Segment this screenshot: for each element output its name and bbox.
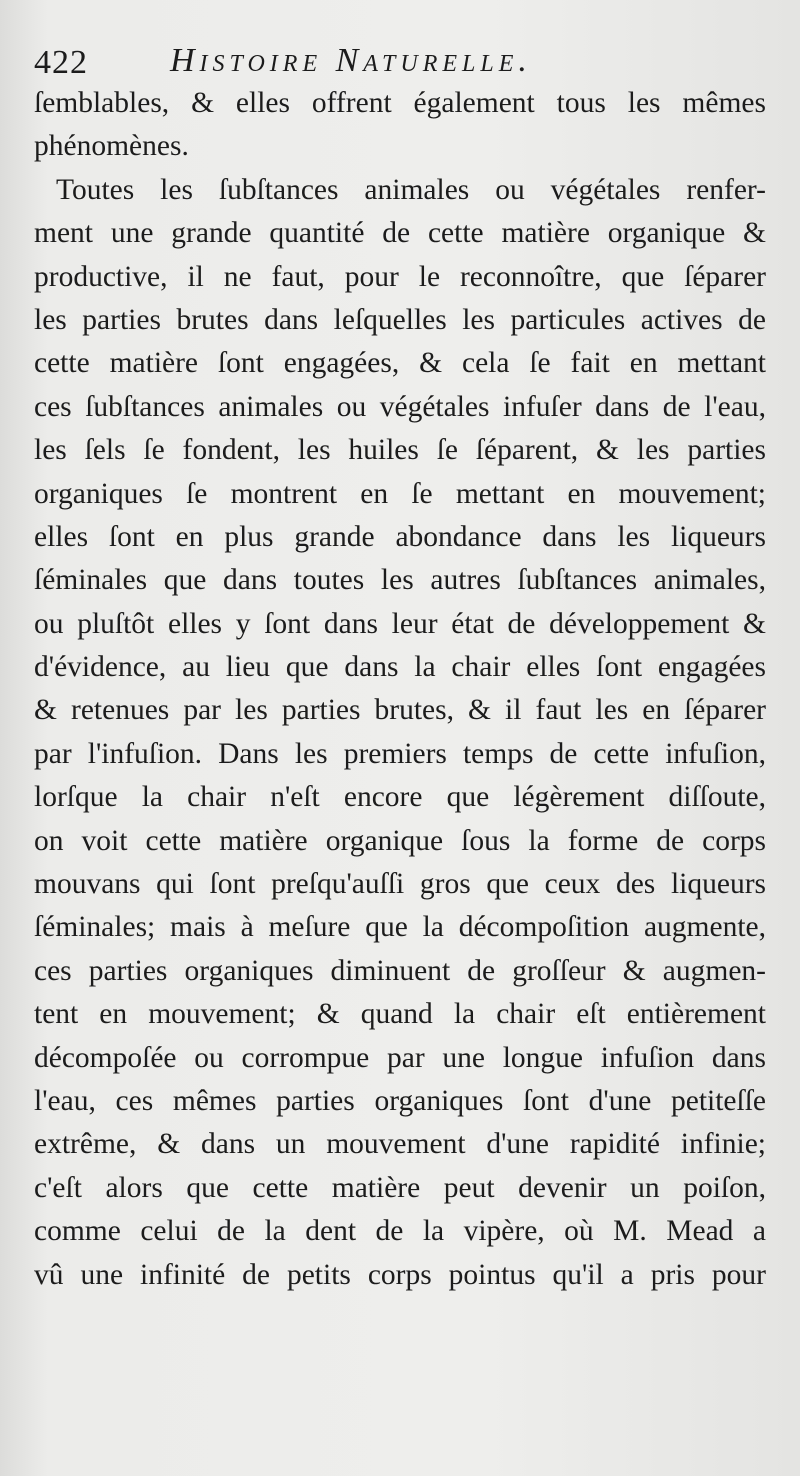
- text-line: tent en mouvement; & quand la chair eſt entièrement: [34, 998, 766, 1031]
- text-line: par l'infuſion. Dans les premiers temps de cette infuſion,: [34, 737, 766, 770]
- text-line: vû une infinité de petits corps pointus qu'il a pris pour: [34, 1258, 766, 1291]
- text-line: productive, il ne faut, pour le reconnoître, que ſéparer: [34, 260, 766, 293]
- page-number: 422: [34, 44, 88, 81]
- text-line: lorſque la chair n'eſt encore que légèrement diſſoute,: [34, 781, 766, 814]
- text-line: elles ſont en plus grande abondance dans les liqueurs: [34, 520, 766, 553]
- text-line: & retenues par les parties brutes, & il faut les en ſéparer: [34, 694, 766, 727]
- text-line: extrême, & dans un mouvement d'une rapidité infinie;: [34, 1128, 766, 1161]
- text-line: cette matière ſont engagées, & cela ſe fait en mettant: [34, 347, 766, 380]
- text-line: ſéminales que dans toutes les autres ſubſtances animales,: [34, 564, 766, 597]
- text-line: décompoſée ou corrompue par une longue infuſion dans: [34, 1041, 766, 1074]
- text-line: Toutes les ſubſtances animales ou végétales renfer-: [56, 173, 766, 206]
- text-line: on voit cette matière organique ſous la forme de corps: [34, 824, 766, 857]
- text-line: ces ſubſtances animales ou végétales infuſer dans de l'eau,: [34, 390, 766, 423]
- text-line: les parties brutes dans leſquelles les particules actives de: [34, 303, 766, 336]
- text-line: ou pluſtôt elles y ſont dans leur état de développement &: [34, 607, 766, 640]
- text-line: ces parties organiques diminuent de groſſeur & augmen-: [34, 954, 766, 987]
- page-header: [34, 36, 774, 86]
- text-line: d'évidence, au lieu que dans la chair elles ſont engagées: [34, 651, 766, 684]
- body-text: [34, 82, 766, 1297]
- text-line: phénomènes.: [34, 130, 189, 163]
- text-line: les ſels ſe fondent, les huiles ſe ſéparent, & les parties: [34, 434, 766, 467]
- text-line: comme celui de la dent de la vipère, où M. Mead a: [34, 1215, 766, 1248]
- text-line: organiques ſe montrent en ſe mettant en mouvement;: [34, 477, 766, 510]
- running-title: Histoire Naturelle.: [170, 42, 532, 79]
- text-line: ment une grande quantité de cette matière organique &: [34, 217, 766, 250]
- text-line: l'eau, ces mêmes parties organiques ſont d'une petiteſſe: [34, 1084, 766, 1117]
- text-line: ſéminales; mais à meſure que la décompoſition augmente,: [34, 911, 766, 944]
- text-line: ſemblables, & elles offrent également tous les mêmes: [34, 87, 766, 119]
- text-line: mouvans qui ſont preſqu'auſſi gros que ceux des liqueurs: [34, 868, 766, 901]
- text-line: c'eſt alors que cette matière peut devenir un poiſon,: [34, 1171, 766, 1204]
